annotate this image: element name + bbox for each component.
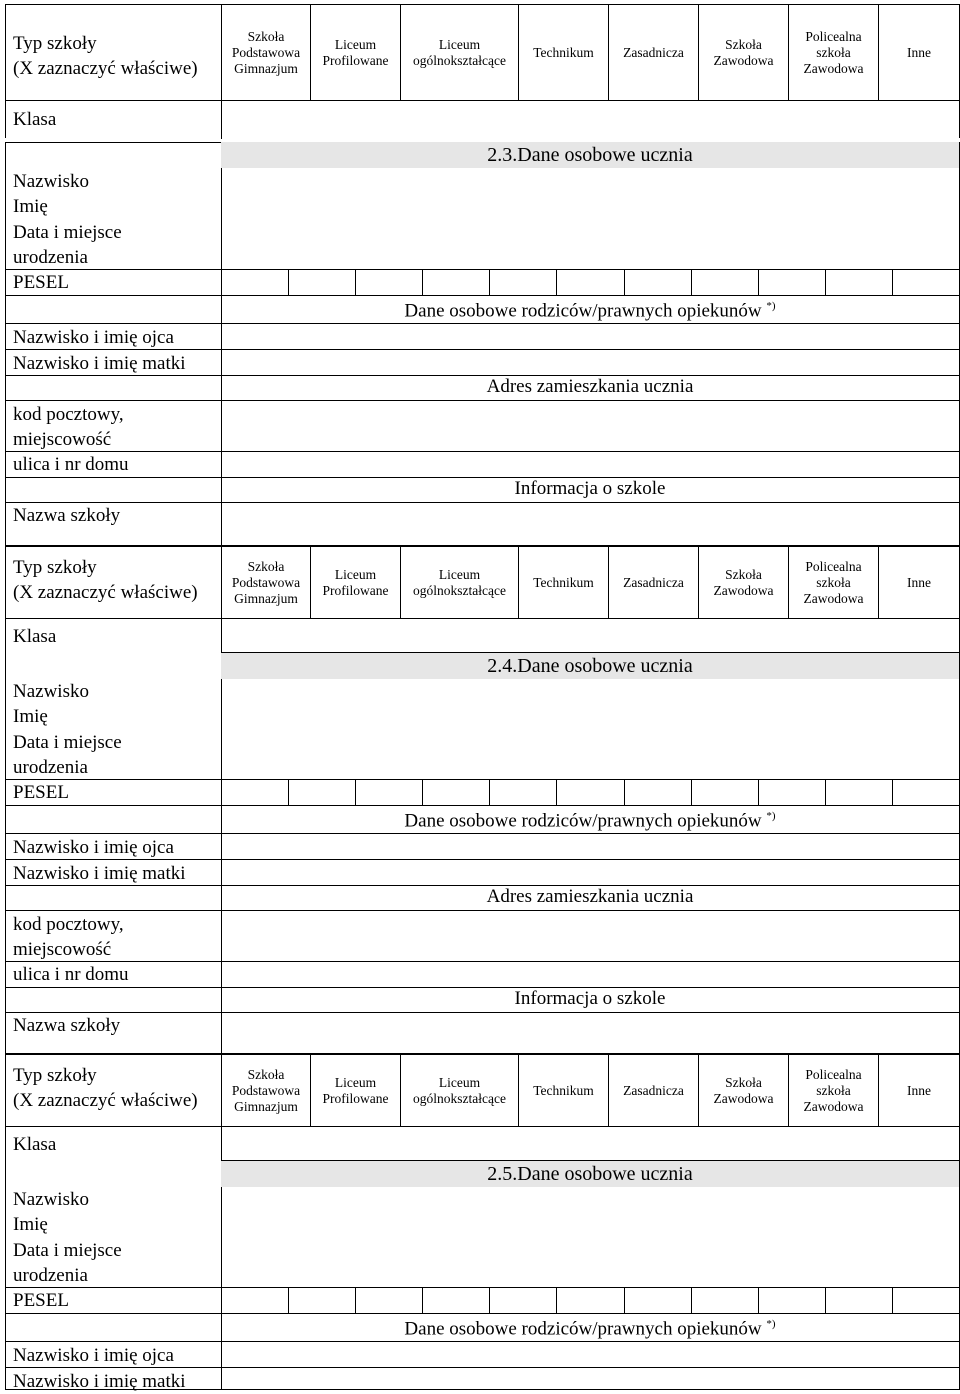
school-info-header: Informacja o szkole xyxy=(514,988,666,1009)
school-type-option[interactable]: Szkoła Zawodowa xyxy=(698,547,788,619)
father-label: Nazwisko i imię ojca xyxy=(13,327,174,348)
school-name-label: Nazwa szkoły xyxy=(13,505,121,526)
parents-header: Dane osobowe rodziców/prawnych opiekunów *) xyxy=(404,1318,776,1340)
pesel-digit-box[interactable] xyxy=(489,1287,556,1313)
address-header: Adres zamieszkania ucznia xyxy=(486,886,694,907)
pesel-digit-box[interactable] xyxy=(556,1287,623,1313)
student-block-2-3 xyxy=(5,142,960,546)
school-type-row xyxy=(6,4,959,101)
imie-label: Imię xyxy=(13,1214,48,1235)
mother-label: Nazwisko i imię matki xyxy=(13,353,186,374)
school-type-option[interactable]: Szkoła Zawodowa xyxy=(698,5,788,101)
pesel-digit-box[interactable] xyxy=(892,1287,959,1313)
school-type-label: Typ szkoły (X zaznaczyć właściwe) xyxy=(13,33,198,79)
street-label: ulica i nr domu xyxy=(13,964,129,985)
school-type-option[interactable]: Liceum ogólnokształcące xyxy=(400,5,518,101)
birth-label: Data i miejsce urodzenia xyxy=(13,222,122,268)
section-title: 2.5.Dane osobowe ucznia xyxy=(221,1160,959,1187)
school-type-option[interactable]: Technikum xyxy=(518,1055,608,1127)
student-block-2-4 xyxy=(5,618,960,1054)
pesel-digit-box[interactable] xyxy=(355,269,422,295)
school-type-options xyxy=(221,5,959,101)
mother-label: Nazwisko i imię matki xyxy=(13,1371,186,1392)
school-type-option[interactable]: Szkoła Zawodowa xyxy=(698,1055,788,1127)
address-header: Adres zamieszkania ucznia xyxy=(486,376,694,397)
pesel-digit-box[interactable] xyxy=(422,1287,489,1313)
postal-label: kod pocztowy, miejscowość xyxy=(13,914,124,960)
pesel-digit-box[interactable] xyxy=(825,1287,892,1313)
school-type-label: Typ szkoły (X zaznaczyć właściwe) xyxy=(13,557,198,603)
pesel-label: PESEL xyxy=(13,1290,69,1311)
pesel-digit-box[interactable] xyxy=(355,779,422,805)
pesel-digit-box[interactable] xyxy=(221,779,288,805)
school-type-label: Typ szkoły (X zaznaczyć właściwe) xyxy=(13,1065,198,1111)
student-block-2-5 xyxy=(5,1126,960,1390)
school-type-option[interactable]: Liceum Profilowane xyxy=(310,5,400,101)
pesel-digit-box[interactable] xyxy=(288,1287,355,1313)
school-type-option[interactable]: Policealna szkoła Zawodowa xyxy=(788,547,878,619)
pesel-digit-box[interactable] xyxy=(422,269,489,295)
klasa-label: Klasa xyxy=(13,626,57,647)
pesel-digit-box[interactable] xyxy=(624,269,691,295)
pesel-digit-box[interactable] xyxy=(221,269,288,295)
pesel-digit-box[interactable] xyxy=(758,269,825,295)
imie-label: Imię xyxy=(13,196,48,217)
pesel-digit-box[interactable] xyxy=(422,779,489,805)
section-title: 2.4.Dane osobowe ucznia xyxy=(221,652,959,679)
school-type-option[interactable]: Liceum Profilowane xyxy=(310,547,400,619)
school-type-option[interactable]: Inne xyxy=(878,5,959,101)
school-type-option[interactable]: Liceum ogólnokształcące xyxy=(400,1055,518,1127)
father-label: Nazwisko i imię ojca xyxy=(13,1345,174,1366)
pesel-boxes xyxy=(6,1287,959,1313)
pesel-digit-box[interactable] xyxy=(624,1287,691,1313)
school-type-option[interactable]: Inne xyxy=(878,1055,959,1127)
pesel-digit-box[interactable] xyxy=(221,1287,288,1313)
nazwisko-label: Nazwisko xyxy=(13,681,89,702)
pesel-digit-box[interactable] xyxy=(288,269,355,295)
parents-header: Dane osobowe rodziców/prawnych opiekunów *) xyxy=(404,300,776,322)
pesel-digit-box[interactable] xyxy=(691,269,758,295)
pesel-digit-box[interactable] xyxy=(691,1287,758,1313)
imie-label: Imię xyxy=(13,706,48,727)
school-type-option[interactable]: Zasadnicza xyxy=(608,1055,698,1127)
pesel-digit-box[interactable] xyxy=(892,779,959,805)
klasa-row xyxy=(6,100,959,139)
pesel-digit-box[interactable] xyxy=(758,1287,825,1313)
school-type-option[interactable]: Technikum xyxy=(518,547,608,619)
school-type-option[interactable]: Policealna szkoła Zawodowa xyxy=(788,5,878,101)
section-title: 2.3.Dane osobowe ucznia xyxy=(221,142,959,168)
school-type-options xyxy=(221,1055,959,1127)
pesel-digit-box[interactable] xyxy=(825,779,892,805)
birth-label: Data i miejsce urodzenia xyxy=(13,732,122,778)
mother-label: Nazwisko i imię matki xyxy=(13,863,186,884)
school-type-option[interactable]: Szkoła Podstawowa Gimnazjum xyxy=(221,5,310,101)
school-type-option[interactable]: Inne xyxy=(878,547,959,619)
pesel-digit-box[interactable] xyxy=(825,269,892,295)
school-type-option[interactable]: Liceum Profilowane xyxy=(310,1055,400,1127)
pesel-digit-box[interactable] xyxy=(556,269,623,295)
pesel-digit-box[interactable] xyxy=(556,779,623,805)
pesel-label: PESEL xyxy=(13,782,69,803)
pesel-digit-box[interactable] xyxy=(288,779,355,805)
school-type-block-1 xyxy=(5,4,960,138)
pesel-digit-box[interactable] xyxy=(691,779,758,805)
postal-label: kod pocztowy, miejscowość xyxy=(13,404,124,450)
pesel-boxes xyxy=(6,269,959,295)
school-type-options xyxy=(221,547,959,619)
school-name-label: Nazwa szkoły xyxy=(13,1015,121,1036)
school-type-option[interactable]: Zasadnicza xyxy=(608,547,698,619)
school-info-header: Informacja o szkole xyxy=(514,478,666,499)
school-type-option[interactable]: Szkoła Podstawowa Gimnazjum xyxy=(221,1055,310,1127)
school-type-option[interactable]: Technikum xyxy=(518,5,608,101)
school-type-block-2 xyxy=(5,546,960,618)
pesel-digit-box[interactable] xyxy=(758,779,825,805)
nazwisko-label: Nazwisko xyxy=(13,171,89,192)
father-label: Nazwisko i imię ojca xyxy=(13,837,174,858)
school-type-option[interactable]: Zasadnicza xyxy=(608,5,698,101)
klasa-label: Klasa xyxy=(13,109,57,130)
pesel-digit-box[interactable] xyxy=(624,779,691,805)
school-type-option[interactable]: Szkoła Podstawowa Gimnazjum xyxy=(221,547,310,619)
pesel-label: PESEL xyxy=(13,272,69,293)
school-type-block-3 xyxy=(5,1054,960,1126)
parents-header: Dane osobowe rodziców/prawnych opiekunów *) xyxy=(404,810,776,832)
pesel-digit-box[interactable] xyxy=(489,269,556,295)
klasa-label: Klasa xyxy=(13,1134,57,1155)
school-type-option[interactable]: Policealna szkoła Zawodowa xyxy=(788,1055,878,1127)
street-label: ulica i nr domu xyxy=(13,454,129,475)
school-type-option[interactable]: Liceum ogólnokształcące xyxy=(400,547,518,619)
pesel-digit-box[interactable] xyxy=(892,269,959,295)
pesel-digit-box[interactable] xyxy=(489,779,556,805)
birth-label: Data i miejsce urodzenia xyxy=(13,1240,122,1286)
pesel-boxes xyxy=(6,779,959,805)
pesel-digit-box[interactable] xyxy=(355,1287,422,1313)
nazwisko-label: Nazwisko xyxy=(13,1189,89,1210)
